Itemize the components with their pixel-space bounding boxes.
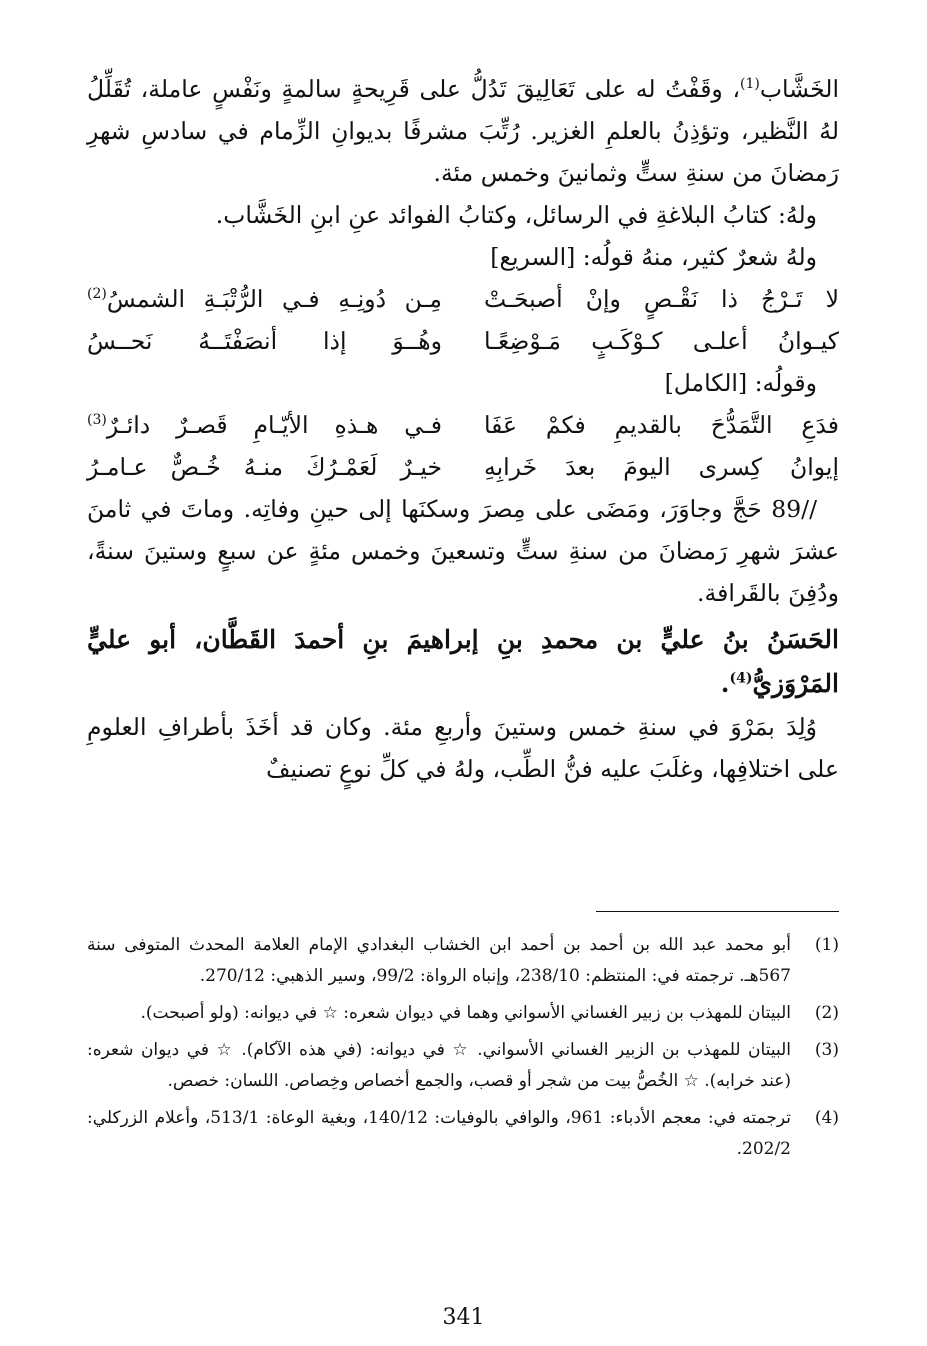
poem-2-verse-1 (87, 404, 839, 446)
paragraph-3: ولهُ شعرٌ كثير، منهُ قولُه: [السريع] (490, 243, 817, 271)
verse-second-hemistich: وهُــوَ إذا أنصَفْتَــهُ نَحــسُ (87, 327, 442, 355)
paragraph-4: //89 حَجَّ وجاوَرَ، ومَضَى على مِصرَ وسكنَها إلى حينِ وفاتِه. وماتَ في ثامنَ عشرَ شهرِ رَمضانَ من سنةِ ستٍّ وتسعينَ وخمس مئةٍ عن سبعٍ وستينَ سنةً، ودُفِنَ بالقَرافة. (87, 495, 839, 607)
paragraph-1-start: الخَشَّاب (759, 75, 839, 103)
verse-second-hemistich (87, 404, 442, 446)
verse-first-hemistich: فدَعِ التَّمَدُّحَ بالقديمِ فكمْ عَفَا (484, 411, 839, 439)
footnote-4 (87, 1103, 839, 1165)
footnote-text: ترجمته في: معجم الأدباء: 961، والوافي بالوفيات: 140/12، وبغية الوعاة: 513/1، وأعلام الزركلي: 202/2. (87, 1108, 791, 1159)
footnote-3 (87, 1035, 839, 1097)
paragraph-2: ولهُ: كتابُ البلاغةِ في الرسائل، وكتابُ الفوائد عنِ ابنِ الخَشَّاب. (215, 201, 817, 229)
footnote-separator (596, 911, 839, 912)
paragraph-5: وُلِدَ بمَرْوَ في سنةِ خمس وستينَ وأربعِ مئة. وكان قد أخَذَ بأطرافِ العلومِ على اختلافِها، وغلَبَ عليه فنُّ الطِّب، ولهُ في كلِّ نوعٍ تصنيفٌ (87, 713, 839, 783)
footnote-1 (87, 930, 839, 992)
footnote-number: (2) (814, 1003, 839, 1023)
poem-2-intro: وقولُه: [الكامل] (664, 369, 817, 397)
footnote-number: (4) (814, 1108, 839, 1128)
poem-1-verse-2 (87, 320, 839, 362)
verse-second-hemistich (87, 278, 442, 320)
footnote-ref-1[interactable]: (1) (740, 76, 760, 93)
footnote-text: البيتان للمهذب بن الزبير الغساني الأسواني. ☆ في ديوانه: (في هذه الآكام). ☆ في ديوان شعره: (عند خرابه). ☆ الخُصُّ بيت من شجر أو قصب، والجمع أخصاص وخِصاص. اللسان: خصص. (87, 1040, 791, 1091)
paragraph-1 (87, 68, 839, 194)
poem-2-verse-2 (87, 446, 839, 488)
footnote-text: البيتان للمهذب بن زبير الغساني الأسواني وهما في ديوان شعره: ☆ في ديوانه: (ولو أصبحت). (140, 1003, 791, 1023)
footnote-ref-4[interactable]: (4) (729, 670, 753, 687)
biography-heading-text: الحَسَنُ بنُ عليٍّ بن محمدِ بنِ إبراهيمَ بنِ أحمدَ القَطَّان، أبو عليٍّ المَرْوَزيُّ (87, 625, 839, 698)
footnote-text: أبو محمد عبد الله بن أحمد بن أحمد ابن الخشاب البغدادي الإمام العلامة المحدث المتوفى سنة 567هـ. ترجمته في: المنتظم: 238/10، وإنباه الرواة: 99/2، وسير الذهبي: 270/12. (87, 935, 791, 986)
footnotes (87, 930, 839, 1171)
verse-second-hemistich-text: مِـن دُونِـهِ فـي الرُّتْبَـةِ الشمسُ (106, 285, 442, 313)
page-number: 341 (442, 1305, 485, 1330)
main-text (87, 68, 839, 790)
verse-second-hemistich: خيـرٌ لَعَمْـرُكَ منـهُ خُـصٌّ عـامـرُ (87, 453, 442, 481)
paragraph-1-rest: ، وقَفْتُ له على تَعَالِيقَ تَدُلُّ على قَرِيحةٍ سالمةٍ ونَفْسٍ عاملة، تُقَلِّلُ لهُ النَّظير، وتؤذِنُ بالعلمِ الغزير. رُتِّبَ مشرفًا بديوانِ الزِّمام في سادسِ شهرِ رَمضانَ من سنةِ ستٍّ وثمانينَ وخمس مئة. (87, 75, 839, 187)
footnote-number: (3) (814, 1040, 839, 1060)
verse-second-hemistich-text: فـي هـذهِ الأيّـامِ قَصـرٌ دائـرٌ (106, 411, 442, 439)
biography-heading (87, 618, 839, 706)
verse-first-hemistich: لا تَـرْجُ ذا نَقْـصٍ وإنْ أصبحَـتْ (484, 285, 839, 313)
footnote-ref-2[interactable]: (2) (87, 286, 107, 303)
footnote-number: (1) (814, 935, 839, 955)
poem-1-verse-1 (87, 278, 839, 320)
footnote-2 (87, 998, 839, 1029)
verse-first-hemistich: كيـوانُ أعلـى كـوْكَـبٍ مَـوْضِعًـا (484, 327, 839, 355)
biography-heading-end: . (720, 669, 730, 698)
footnote-ref-3[interactable]: (3) (87, 412, 107, 429)
verse-first-hemistich: إيوانُ كِسرى اليومَ بعدَ خَرابِهِ (484, 453, 839, 481)
